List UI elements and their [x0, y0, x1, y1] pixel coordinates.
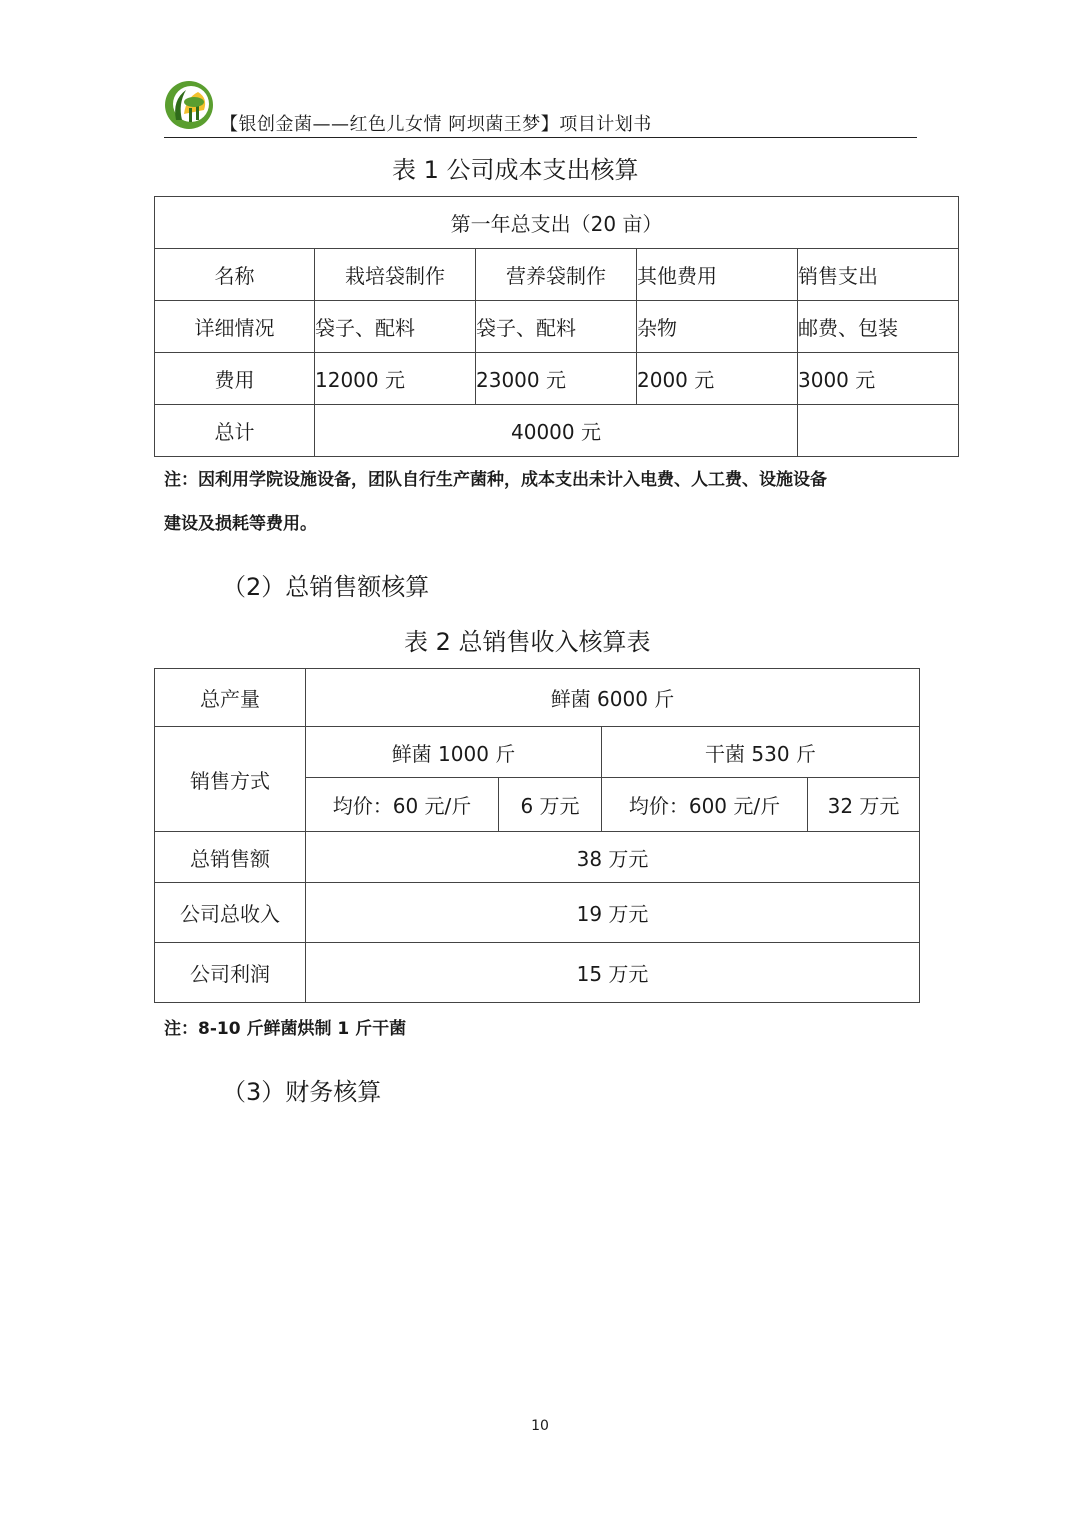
table-cell: 2000 元 [637, 353, 798, 405]
fresh-amount: 6 万元 [499, 778, 602, 832]
table1-caption: 表 1 公司成本支出核算 [392, 156, 639, 184]
sales-table [154, 668, 920, 1003]
table-cell: 12000 元 [315, 353, 476, 405]
table-row [155, 883, 920, 943]
table-cell: 其他费用 [637, 249, 798, 301]
fresh-price: 均价：60 元/斤 [306, 778, 499, 832]
table-cell: 栽培袋制作 [315, 249, 476, 301]
profit-label: 公司利润 [155, 943, 306, 1003]
table-row [155, 832, 920, 883]
table2-caption: 表 2 总销售收入核算表 [404, 628, 651, 656]
table-cell: 销售支出 [798, 249, 959, 301]
cost-table [154, 196, 959, 457]
income-label: 公司总收入 [155, 883, 306, 943]
section-heading-sales: （2）总销售额核算 [222, 573, 430, 601]
table-cell: 袋子、配料 [315, 301, 476, 353]
table-cell: 名称 [155, 249, 315, 301]
profit-value: 15 万元 [306, 943, 920, 1003]
table-row [155, 669, 920, 727]
table1-note-line2: 建设及损耗等费用。 [164, 514, 317, 534]
total-extra-cell [798, 405, 959, 457]
table-cell: 邮费、包装 [798, 301, 959, 353]
income-value: 19 万元 [306, 883, 920, 943]
table-row [155, 727, 920, 778]
table-cell: 3000 元 [798, 353, 959, 405]
table2-note: 注：8-10 斤鲜菌烘制 1 斤干菌 [164, 1019, 407, 1039]
total-value: 40000 元 [315, 405, 798, 457]
table-cell: 详细情况 [155, 301, 315, 353]
table1-note-line1: 注：因利用学院设施设备，团队自行生产菌种，成本支出未计入电费、人工费、设施设备 [164, 470, 827, 490]
dried-price: 均价：600 元/斤 [602, 778, 808, 832]
cost-table-top-header: 第一年总支出（20 亩） [155, 197, 959, 249]
table-row [155, 249, 959, 301]
output-label: 总产量 [155, 669, 306, 727]
section-heading-finance: （3）财务核算 [222, 1078, 382, 1106]
table-row [155, 353, 959, 405]
table-row [155, 405, 959, 457]
total-sales-value: 38 万元 [306, 832, 920, 883]
table-row [155, 301, 959, 353]
total-sales-label: 总销售额 [155, 832, 306, 883]
total-label: 总计 [155, 405, 315, 457]
table-cell: 袋子、配料 [476, 301, 637, 353]
header-divider [164, 137, 917, 138]
page-number: 10 [531, 1418, 549, 1434]
header-title: 【银创金菌——红色儿女情 阿坝菌王梦】项目计划书 [220, 114, 652, 135]
dried-amount: 32 万元 [808, 778, 920, 832]
logo [164, 80, 214, 130]
table-cell: 营养袋制作 [476, 249, 637, 301]
table-cell: 杂物 [637, 301, 798, 353]
method-label: 销售方式 [155, 727, 306, 832]
table-cell: 23000 元 [476, 353, 637, 405]
table-cell: 费用 [155, 353, 315, 405]
table-row [155, 943, 920, 1003]
output-value: 鲜菌 6000 斤 [306, 669, 920, 727]
fresh-header: 鲜菌 1000 斤 [306, 727, 602, 778]
dried-header: 干菌 530 斤 [602, 727, 920, 778]
